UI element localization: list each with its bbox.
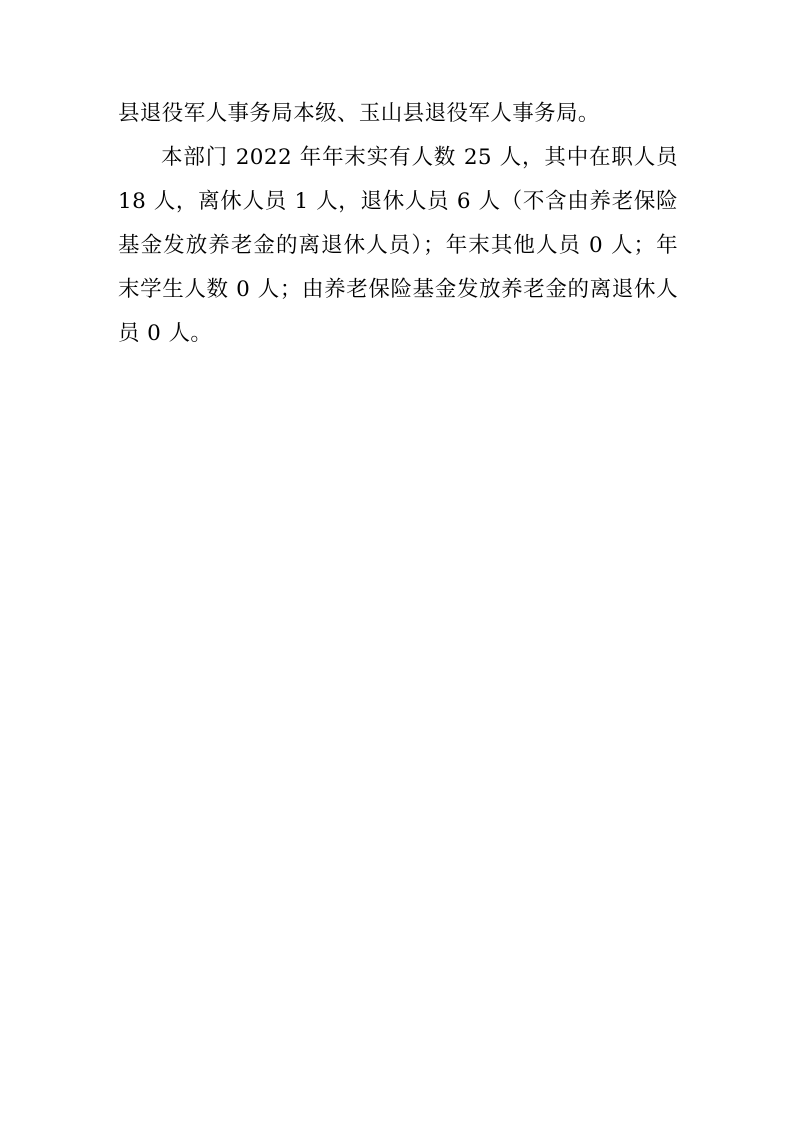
paragraph-1: 县退役军人事务局本级、玉山县退役军人事务局。 [118, 101, 600, 126]
document-body [118, 92, 678, 356]
paragraph-2: 本部门 2022 年年末实有人数 25 人，其中在职人员 18 人，离休人员 1 人，退休人员 6 人（不含由养老保险基金发放养老金的离退休人员）；年末其他人员 0 人；年末学生人数 0 人；由养老保险基金发放养老金的离退休人员 0 人。 [118, 145, 678, 346]
